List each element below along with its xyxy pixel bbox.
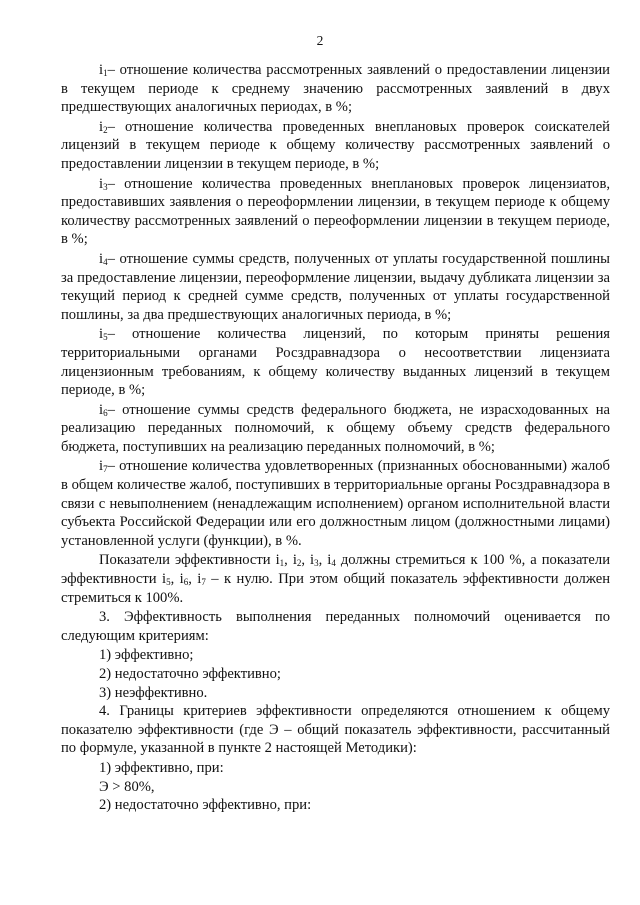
- list-item: 1) эффективно;: [99, 647, 194, 664]
- indicator-description: – отношение количества удовлетворенных (признанных обоснованными) жалоб в общем количестве жалоб, поступивших в территориальные органы Росздравнадзора в связи с невыполнением (ненадлежащим исполнением) органом исполнительной власти субъекта Российской Федерации или его должностным лицом (должностными лицами) установленной услуги (функции), в %.: [61, 458, 610, 549]
- subscript: 6: [183, 577, 189, 588]
- indicator-symbol: i: [99, 401, 104, 418]
- indicator-symbol: i: [99, 250, 104, 267]
- section-4-intro: 4. Границы критериев эффективности определяются отношением к общему показателю эффективности (где Э – общий показатель эффективности, рассчитанный по формуле, указанной в пункте 2 настоящей Методики):: [61, 703, 610, 757]
- text-segment: – к нулю. При этом общий показатель эффективности должен стремиться к 100%.: [61, 571, 610, 606]
- section-3-intro: 3. Эффективность выполнения переданных полномочий оценивается по следующим критериям:: [61, 609, 610, 644]
- indicator-description: – отношение суммы средств, полученных от уплаты государственной пошлины за предоставление лицензии, переоформление лицензии, выдачу дубликата лицензии за текущий период к средней сумме средств, полученных от уплаты государственной пошлины, за два предшествующих аналогичных периода, в %;: [61, 250, 610, 323]
- indicator-subscript: 3: [103, 181, 108, 192]
- indicator-symbol: i: [99, 118, 104, 135]
- indicator-subscript: 5: [103, 332, 108, 343]
- indicator-description: – отношение количества проведенных внеплановых проверок соискателей лицензий в текущем периоде к общему количеству рассмотренных заявлений о предоставлении лицензии в текущем периоде, в %;: [61, 118, 610, 172]
- indicator-definition: [61, 61, 610, 117]
- indicator-description: – отношение количества проведенных внеплановых проверок лицензиатов, предоставивших заявления о переоформлении лицензии, в текущем периоде к общему количеству рассмотренных заявлений о переоформлении лицензии в текущем периоде, в %;: [61, 175, 610, 248]
- list-item: Э > 80%,: [99, 778, 155, 795]
- indicator-description: – отношение количества рассмотренных заявлений о предоставлении лицензии в текущем периоде к среднему значению рассмотренных заявлений в двух предшествующих аналогичных периодах, в %;: [61, 62, 610, 116]
- indicator-description: – отношение количества лицензий, по которым приняты решения территориальными органами Росздравнадзора о несоответствии лицензиата лицензионным требованиям, к общему количеству выданных лицензий в текущем периоде, в %;: [61, 326, 610, 399]
- text-segment: , i: [301, 552, 315, 569]
- list-item: 3) неэффективно.: [99, 684, 208, 701]
- list-item: 1) эффективно, при:: [99, 759, 224, 776]
- indicator-definition: [61, 250, 610, 324]
- indicator-definition: [61, 175, 610, 249]
- subscript: 2: [296, 558, 302, 569]
- indicator-subscript: 6: [103, 407, 108, 418]
- text-segment: Показатели эффективности i: [99, 552, 280, 569]
- indicator-definitions: [61, 61, 610, 550]
- indicator-subscript: 7: [103, 464, 108, 475]
- indicator-definition: [61, 325, 610, 399]
- subscript: 5: [166, 577, 171, 588]
- text-segment: , i: [188, 571, 202, 588]
- indicator-definition: [61, 118, 610, 174]
- indicator-definition: [61, 401, 610, 457]
- text-segment: , i: [284, 552, 297, 569]
- indicator-symbol: i: [99, 326, 104, 343]
- section-3-criteria-list: [61, 646, 610, 702]
- subscript: 4: [331, 558, 336, 569]
- subscript: 1: [279, 558, 285, 569]
- indicator-definition: [61, 457, 610, 550]
- indicators-target-paragraph: [61, 551, 610, 607]
- page-number: 2: [316, 33, 324, 48]
- indicator-symbol: i: [99, 458, 104, 475]
- text-segment: должны стремиться к 100 %, а показатели эффективности i: [61, 552, 610, 588]
- list-item: 2) недостаточно эффективно;: [99, 666, 281, 682]
- text-segment: , i: [318, 552, 332, 569]
- list-item: 2) недостаточно эффективно, при:: [99, 797, 312, 814]
- subscript: 7: [201, 577, 206, 588]
- indicator-subscript: 2: [103, 124, 108, 135]
- indicator-symbol: i: [99, 62, 104, 78]
- section-4-list: [61, 759, 610, 815]
- indicator-symbol: i: [99, 175, 104, 192]
- text-segment: , i: [170, 571, 184, 588]
- indicator-subscript: 4: [103, 256, 108, 267]
- indicator-subscript: 1: [103, 68, 108, 78]
- subscript: 3: [314, 558, 319, 569]
- indicator-description: – отношение суммы средств федерального бюджета, не израсходованных на реализацию переданных полномочий, к общему объему средств федерального бюджета, поступивших на реализацию переданных полномочий, в %;: [61, 401, 610, 455]
- document-body: [61, 61, 610, 815]
